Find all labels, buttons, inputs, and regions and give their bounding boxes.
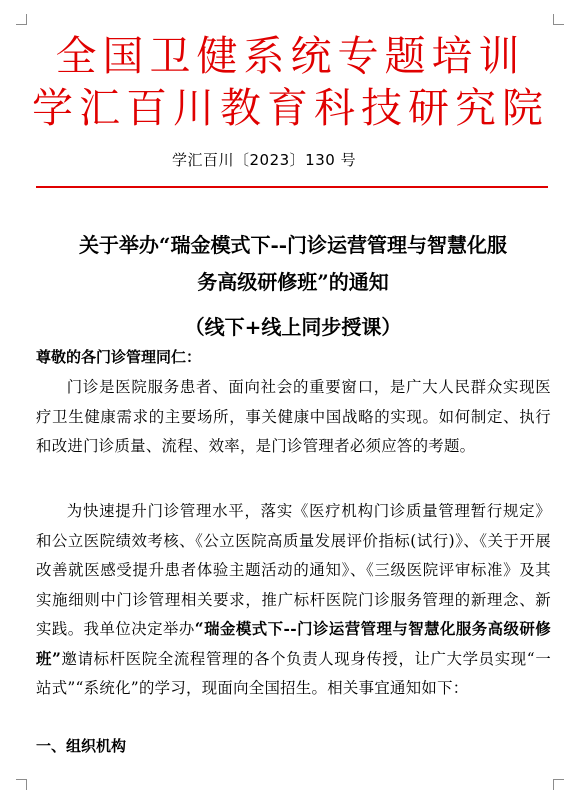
title-line-1: 关于举办“瑞金模式下--门诊运营管理与智慧化服 [78, 233, 508, 257]
title-line-2: 务高级研修班”的通知 [197, 270, 389, 294]
paragraph-1: 门诊是医院服务患者、面向社会的重要窗口，是广大人民群众实现医疗卫生健康需求的主要场所，事关健康中国战略的实现。如何制定、执行和改进门诊质量、流程、效率，是门诊管理者必须应答的考题。 [36, 378, 551, 455]
margin-mark-bottom-right [553, 779, 564, 790]
section-heading-1: 一、组织机构 [36, 737, 127, 755]
course-name-bold: “瑞金模式下--门诊运营管理与智慧化服务高级研修班” [36, 620, 551, 668]
letterhead-line-2: 学汇百川教育科技研究院 [32, 84, 549, 132]
margin-mark-bottom-left [16, 779, 27, 790]
salutation: 尊敬的各门诊管理同仁： [36, 348, 202, 366]
subtitle: （线下+线上同步授课） [184, 315, 402, 339]
paragraph-2-part-1: 为快速提升门诊管理水平，落实《医疗机构门诊质量管理暂行规定》和公立医院绩效考核、《公立医院高质量发展评价指标(试行)》、《关于开展改善就医感受提升患者体验主题活动的通知》、《三级医院评审标准》及其实施细则中门诊管理相关要求，推广标杆医院门诊服务管理的新理念、新实践。我单位决定举办 [36, 502, 551, 638]
paragraph-2-part-2: 邀请标杆医院全流程管理的各个负责人现身传授，让广大学员实现“一站式”“系统化”的学习，现面向全国招生。相关事宜通知如下： [36, 649, 552, 697]
paragraph-2 [36, 497, 551, 704]
margin-mark-top-right [553, 14, 564, 25]
margin-mark-top-left [16, 14, 27, 25]
red-divider [36, 186, 548, 188]
letterhead-line-1: 全国卫健系统专题培训 [55, 32, 526, 80]
document-number: 学汇百川〔2023〕130 号 [172, 151, 357, 169]
